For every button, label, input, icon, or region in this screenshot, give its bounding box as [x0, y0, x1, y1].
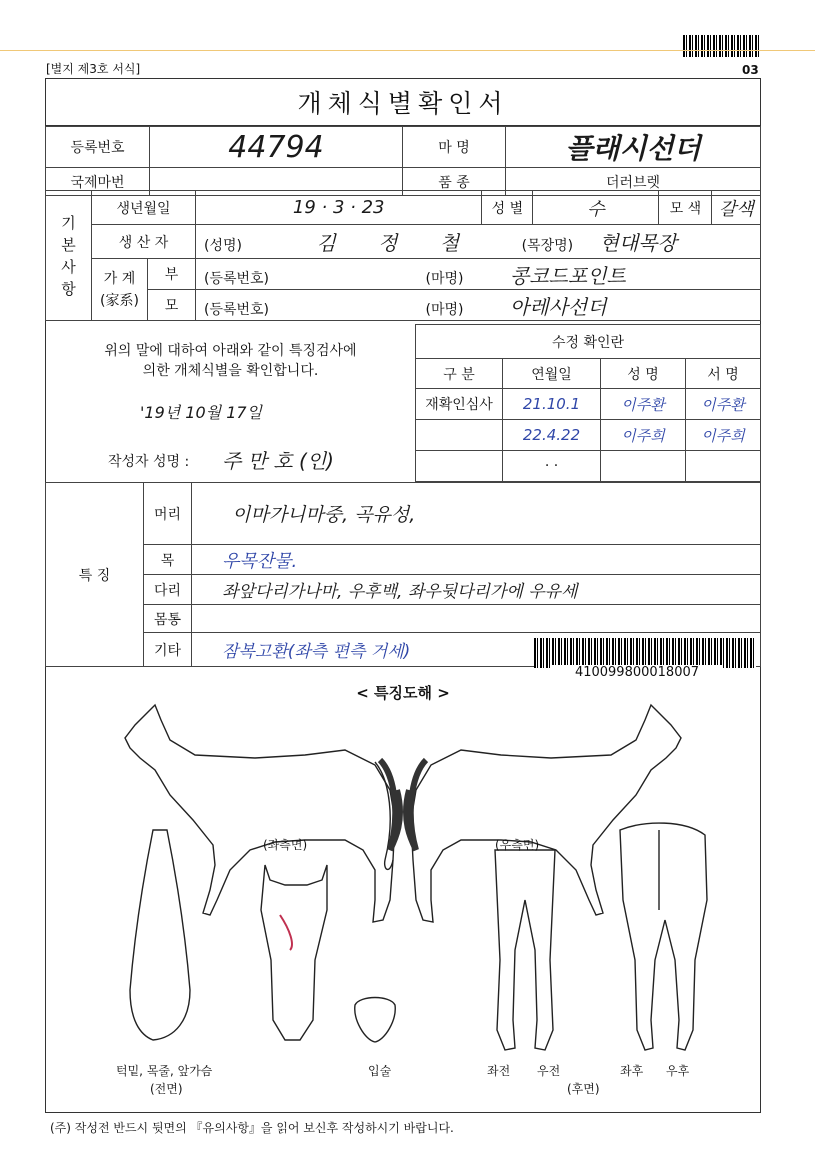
- rear-view-outline: [620, 823, 707, 1050]
- author-value: 주 만 호 (인): [222, 449, 334, 473]
- confirm-date: '19년 10월 17일: [140, 403, 263, 422]
- muzzle-outline: [355, 998, 395, 1043]
- producer-name-label: (성명): [204, 238, 242, 254]
- horse-name-value: 플래시선더: [506, 127, 761, 168]
- rev-row2-date: 22.4.22: [503, 420, 601, 451]
- left-side-caption: (좌측면): [263, 838, 308, 852]
- neck-value: 우목잔물.: [192, 545, 761, 575]
- head-label: 머리: [144, 483, 192, 545]
- revision-title: 수정 확인란: [416, 325, 761, 359]
- producer-name-value: 김 정 철: [316, 231, 478, 255]
- body-label: 몸통: [144, 605, 192, 633]
- horse-name-label: 마 명: [403, 127, 506, 168]
- head-value: 이마가니마중, 곡유성,: [192, 483, 761, 545]
- barcode-sticker: [534, 638, 756, 668]
- left-rear-caption: 좌후: [620, 1064, 644, 1078]
- features-section-label: 특 징: [46, 483, 144, 667]
- right-front-caption: 우전: [537, 1064, 561, 1078]
- rev-row1-name: 이주환: [601, 389, 686, 420]
- sex-value: 수: [533, 191, 659, 225]
- sire-label: 부: [148, 259, 196, 290]
- basic-section-text: 기본사항: [61, 213, 76, 298]
- head-front-outline: [261, 865, 327, 1040]
- farm-value: 현대목장: [599, 231, 677, 255]
- top-rule: [0, 50, 815, 51]
- basic-section-label: [46, 191, 92, 321]
- body-value: [192, 605, 761, 633]
- front-neck-outline: [130, 830, 190, 1040]
- front-caption2: (전면): [150, 1082, 183, 1096]
- top-barcode: [683, 35, 759, 57]
- page-number: 03: [742, 63, 759, 77]
- neck-label: 목: [144, 545, 192, 575]
- birth-value: 19 · 3 · 23: [196, 191, 482, 225]
- color-value: 갈색: [712, 191, 761, 225]
- dam-name-value: 아레사선더: [509, 294, 607, 319]
- statement-line2: 의한 개체식별을 확인합니다.: [142, 363, 319, 379]
- revision-table: [415, 324, 761, 482]
- front-legs-outline: [495, 850, 555, 1050]
- document-title: 개체식별확인서: [45, 78, 761, 126]
- rev-header-name: 성 명: [601, 359, 686, 389]
- reg-no-label: 등록번호: [46, 127, 150, 168]
- rev-row3-date: · ·: [503, 451, 601, 482]
- color-label: 모 색: [659, 191, 712, 225]
- right-side-horse-outline: [406, 705, 681, 922]
- legs-label: 다리: [144, 575, 192, 605]
- diagram-title: < 특징도해 >: [356, 684, 450, 702]
- farm-label: (목장명): [521, 238, 574, 254]
- sex-label: 성 별: [482, 191, 533, 225]
- intl-no-label: 국제마번: [46, 168, 150, 196]
- producer-label: 생 산 자: [92, 225, 196, 259]
- dam-cell: [196, 290, 761, 321]
- left-side-horse-outline: [125, 705, 395, 922]
- rev-row2-sign: 이주희: [686, 420, 761, 451]
- form-tag: [별지 제3호 서식]: [46, 62, 141, 76]
- producer-cell: [196, 225, 761, 259]
- sire-reg-label: (등록번호): [204, 270, 270, 287]
- statement-line1: 위의 말에 대하여 아래와 같이 특징검사에: [104, 343, 357, 359]
- left-front-caption: 좌전: [487, 1064, 511, 1078]
- breed-label: 품 종: [403, 168, 506, 196]
- rev-header-type: 구 분: [416, 359, 503, 389]
- pedigree-label: [92, 259, 148, 321]
- rear-caption: (후면): [567, 1082, 600, 1096]
- sire-name-value: 콩코드포인트: [509, 263, 626, 288]
- pedigree-hanja: (家系): [100, 292, 139, 309]
- registration-table: [45, 126, 761, 196]
- sire-cell: [196, 259, 761, 290]
- rev-row2-type: [416, 420, 503, 451]
- sire-name-label: (마명): [425, 270, 464, 287]
- rev-row3-type: [416, 451, 503, 482]
- rev-header-date: 연월일: [503, 359, 601, 389]
- dam-label: 모: [148, 290, 196, 321]
- horse-diagram: [45, 700, 761, 1100]
- right-rear-caption: 우후: [666, 1064, 690, 1078]
- rev-row1-type: 재확인심사: [416, 389, 503, 420]
- right-side-caption: (우측면): [495, 838, 540, 852]
- rev-row3-sign: [686, 451, 761, 482]
- other-value: 잠복고환(좌측 편측 거세): [192, 633, 761, 667]
- author-label: 작성자 성명 :: [108, 454, 190, 470]
- basic-info-table: [45, 190, 761, 321]
- rev-row1-date: 21.10.1: [503, 389, 601, 420]
- muzzle-caption: 입술: [368, 1064, 392, 1078]
- breed-value: 더러브렛: [506, 168, 761, 196]
- front-caption1: 턱밑, 목줄, 앞가슴: [116, 1064, 213, 1078]
- dam-name-label: (마명): [425, 301, 464, 318]
- reg-no-value: 44794: [150, 127, 403, 168]
- rev-row2-name: 이주희: [601, 420, 686, 451]
- barcode-number: 410099800018007: [552, 665, 722, 683]
- legs-value: 좌앞다리가나마, 우후백, 좌우뒷다리가에 우유세: [192, 575, 761, 605]
- footer-note: (주) 작성전 반드시 뒷면의 『유의사항』을 읽어 보신후 작성하시기 바랍니다.: [50, 1121, 454, 1135]
- rev-row1-sign: 이주환: [686, 389, 761, 420]
- pedigree-text: 가 계: [103, 270, 136, 287]
- birth-label: 생년월일: [92, 191, 196, 225]
- other-label: 기타: [144, 633, 192, 667]
- rev-header-sign: 서 명: [686, 359, 761, 389]
- head-marking: [280, 915, 292, 950]
- rev-row3-name: [601, 451, 686, 482]
- dam-reg-label: (등록번호): [204, 301, 270, 318]
